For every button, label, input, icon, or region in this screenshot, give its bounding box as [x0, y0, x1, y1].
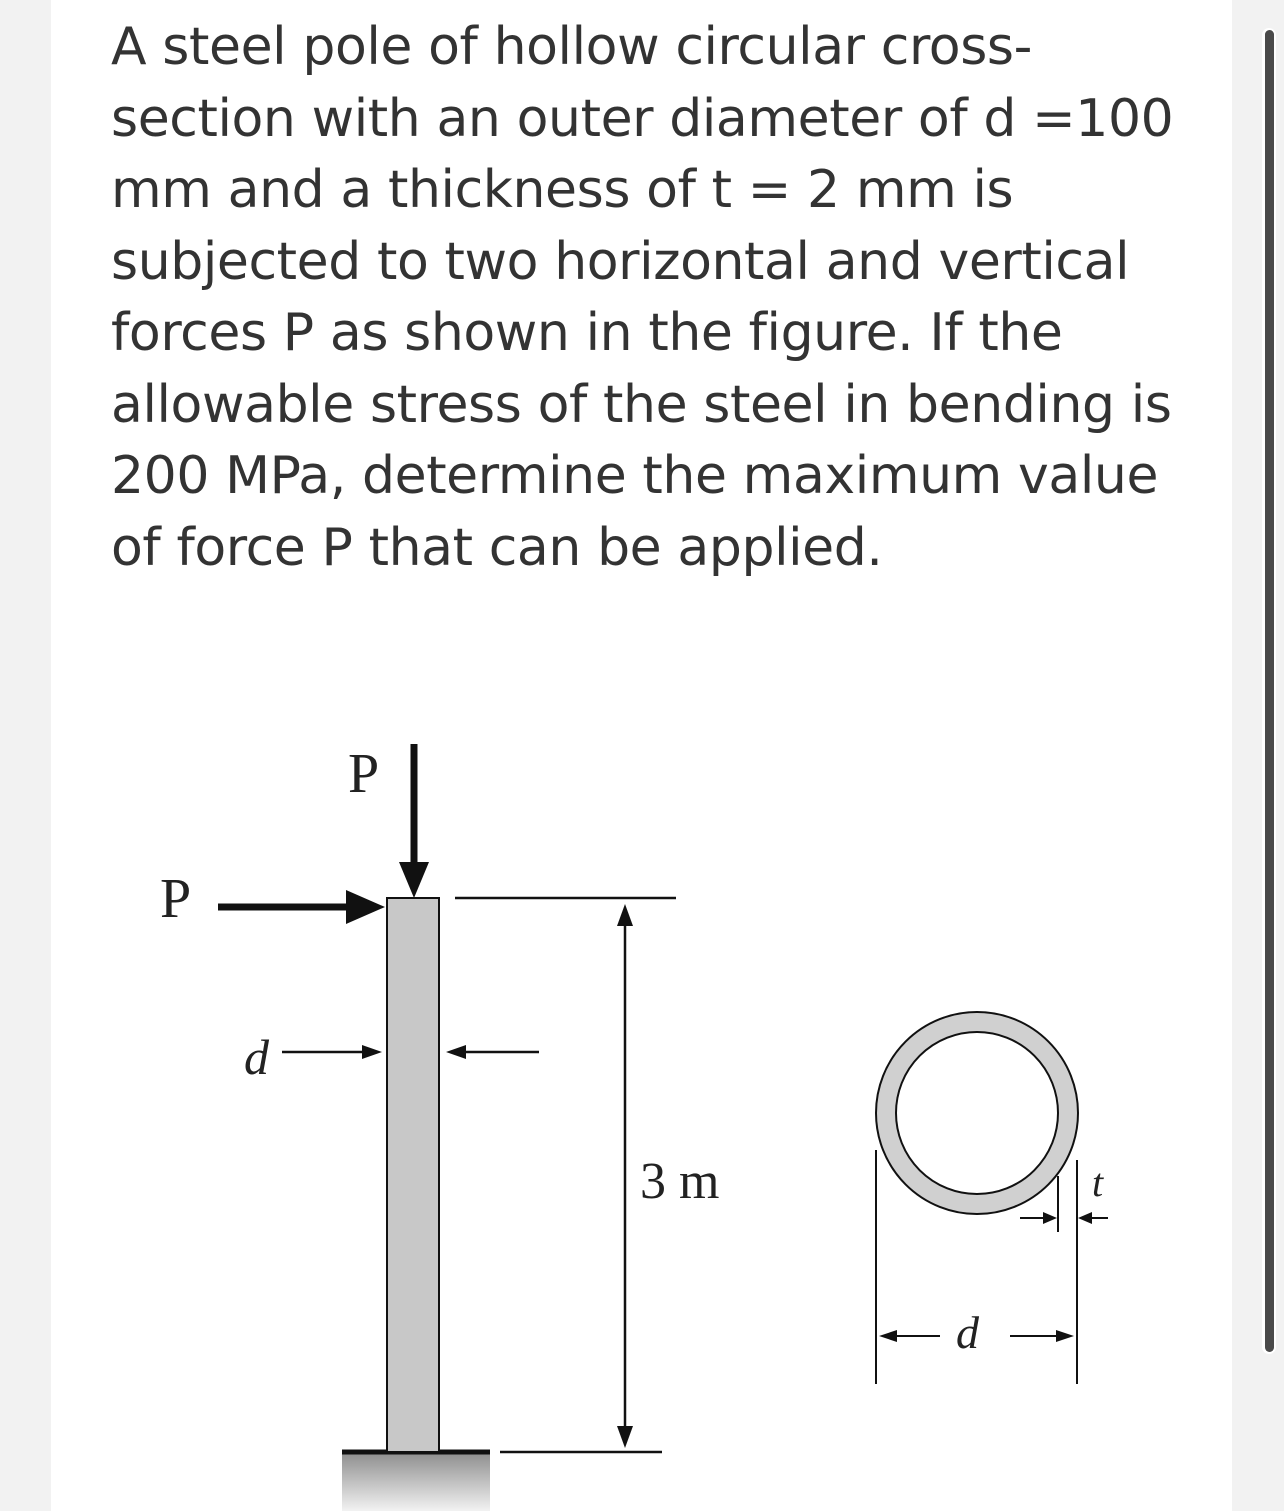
vertical-force-label: P	[348, 743, 380, 805]
horizontal-force-arrowhead	[346, 890, 385, 924]
section-diameter-left-arrowhead	[879, 1330, 897, 1342]
thickness-label: t	[1092, 1160, 1104, 1205]
height-label: 3 m	[640, 1153, 720, 1210]
section-diameter-label: d	[956, 1307, 979, 1358]
thickness-right-arrowhead	[1078, 1212, 1092, 1224]
thickness-left-arrowhead	[1043, 1212, 1057, 1224]
horizontal-force-label: P	[160, 868, 192, 930]
vertical-force-arrowhead	[399, 862, 429, 898]
pole-base	[342, 1450, 490, 1511]
cross-section-inner	[896, 1032, 1058, 1194]
pole	[387, 898, 439, 1452]
pole-diameter-right-arrowhead	[446, 1045, 466, 1059]
pole-diameter-left-arrowhead	[362, 1045, 382, 1059]
problem-statement: A steel pole of hollow circular cross-section with an outer diameter of d =100 mm and a thickness of t = 2 mm is subjected to two horizontal and vertical forces P as shown in the figure. If the allowable stress of the steel in bending is 200 MPa, determine the maximum value of force P that can be applied.	[111, 17, 1174, 578]
section-diameter-right-arrowhead	[1056, 1330, 1074, 1342]
scrollbar-thumb[interactable]	[1265, 30, 1274, 1352]
height-bottom-arrowhead	[617, 1426, 633, 1448]
height-top-arrowhead	[617, 904, 633, 926]
pole-diameter-label: d	[244, 1029, 269, 1085]
